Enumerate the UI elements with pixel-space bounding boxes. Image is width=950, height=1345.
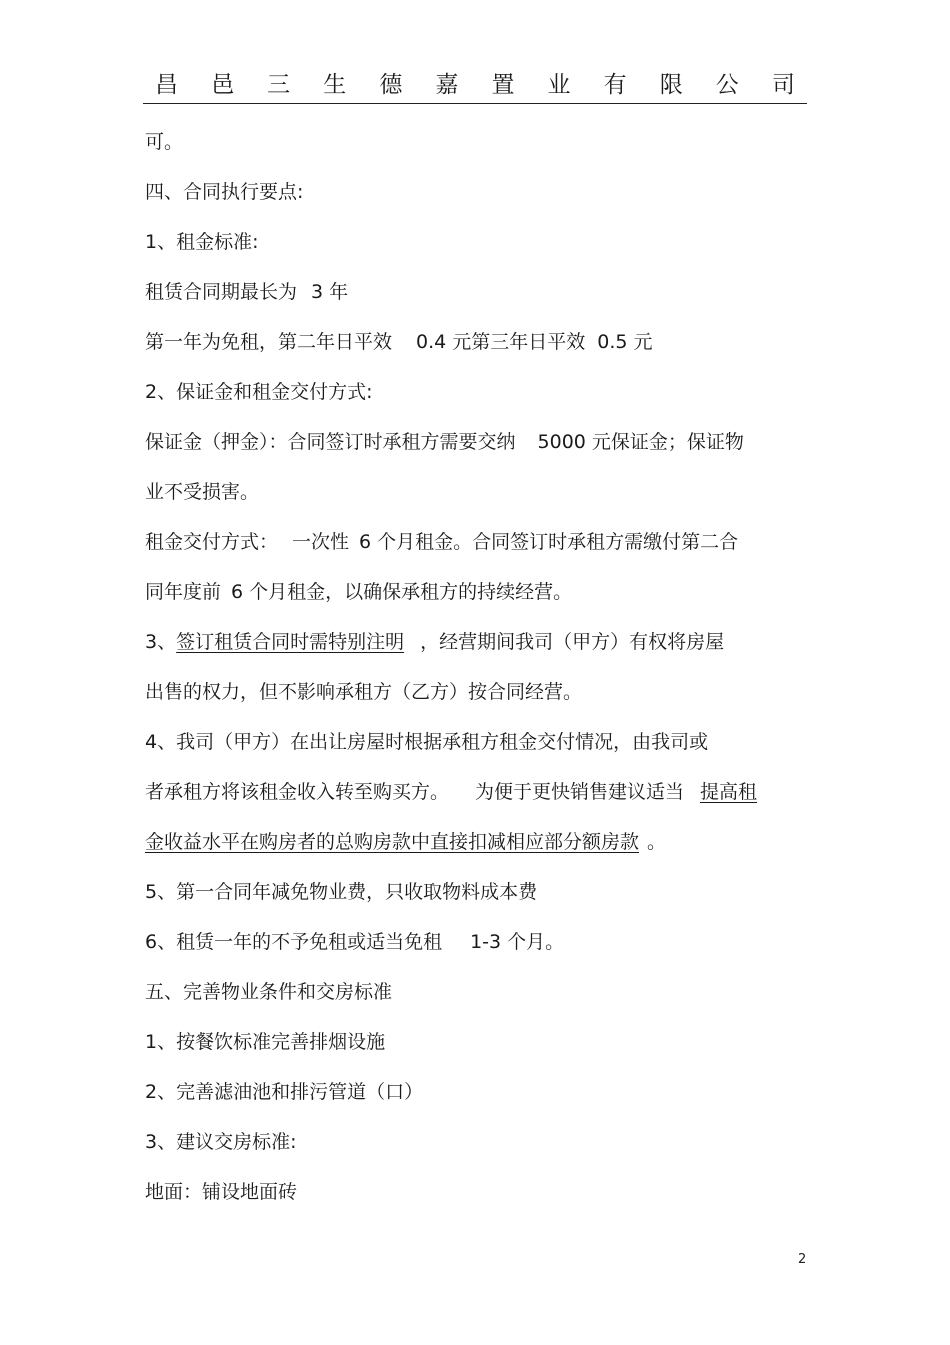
line-text: 6 个月租金。合同签订时承租方需缴付第二合 bbox=[359, 531, 739, 553]
line-text: 1、租金标准: bbox=[145, 231, 259, 253]
line-text: 者承租方将该租金收入转至购买方。 bbox=[145, 781, 450, 803]
line-text: 地面：铺设地面砖 bbox=[145, 1181, 298, 1203]
line-text: 3、 bbox=[145, 631, 177, 653]
company-name-char: 公 bbox=[715, 72, 739, 98]
line-text: 0.5 元 bbox=[597, 331, 653, 353]
company-name-char: 司 bbox=[771, 72, 795, 98]
company-name-char: 邑 bbox=[211, 72, 235, 98]
line-text: 为便于更快销售建议适当 bbox=[475, 781, 685, 803]
text-line bbox=[145, 323, 810, 373]
line-text: 出售的权力，但不影响承租方（乙方）按合同经营。 bbox=[145, 681, 583, 703]
company-name-char: 德 bbox=[379, 72, 403, 98]
section-heading bbox=[145, 973, 810, 1023]
line-text: 5、第一合同年减免物业费，只收取物料成本费 bbox=[145, 881, 538, 903]
text-line bbox=[145, 873, 810, 923]
line-text: 保证金（押金）：合同签订时承租方需要交纳 bbox=[145, 431, 516, 453]
underlined-text: 签订租赁合同时需特别注明 bbox=[176, 631, 405, 653]
line-text: 2、保证金和租金交付方式: bbox=[145, 381, 373, 403]
line-text: 同年度前 bbox=[145, 581, 222, 603]
company-name-char: 昌 bbox=[155, 72, 178, 98]
company-name-char: 生 bbox=[323, 72, 347, 98]
line-text: 。 bbox=[647, 831, 667, 853]
line-text: 四、合同执行要点: bbox=[145, 181, 304, 203]
line-text: 1-3 个月。 bbox=[470, 931, 565, 953]
line-text: 可。 bbox=[145, 131, 184, 153]
subsection-heading bbox=[145, 223, 810, 273]
company-name-char: 有 bbox=[603, 72, 627, 98]
line-text: 3 年 bbox=[311, 281, 349, 303]
text-line bbox=[145, 823, 810, 873]
text-line bbox=[145, 923, 810, 973]
text-line bbox=[145, 473, 810, 523]
line-text: 6 个月租金，以确保承租方的持续经营。 bbox=[231, 581, 573, 603]
line-text: 2、完善滤油池和排污管道（口） bbox=[145, 1081, 424, 1103]
line-text: 租金交付方式： bbox=[145, 531, 279, 553]
company-name-char: 限 bbox=[659, 72, 683, 98]
text-line bbox=[145, 273, 810, 323]
text-line bbox=[145, 1173, 810, 1223]
underlined-text: 提高租 bbox=[700, 781, 758, 803]
text-line bbox=[145, 673, 810, 723]
underlined-text: 金收益水平在购房者的总购房款中直接扣减相应部分额房款 bbox=[145, 831, 640, 853]
company-name-char: 三 bbox=[267, 72, 291, 98]
company-name bbox=[143, 70, 807, 100]
company-name-char: 嘉 bbox=[435, 72, 459, 98]
text-line bbox=[145, 723, 810, 773]
line-text: 租赁合同期最长为 bbox=[145, 281, 298, 303]
line-text: 0.4 元第三年日平效 bbox=[416, 331, 586, 353]
document-body bbox=[145, 123, 810, 1223]
text-line bbox=[145, 523, 810, 573]
line-text: 第一年为免租，第二年日平效 bbox=[145, 331, 393, 353]
line-text: 3、建议交房标准: bbox=[145, 1131, 297, 1153]
text-line bbox=[145, 573, 810, 623]
line-text: 4、我司（甲方）在出让房屋时根据承租方租金交付情况，由我司或 bbox=[145, 731, 709, 753]
text-line bbox=[145, 1023, 810, 1073]
company-name-char: 业 bbox=[547, 72, 571, 98]
text-line bbox=[145, 773, 810, 823]
text-line bbox=[145, 423, 810, 473]
page-header bbox=[143, 70, 807, 104]
line-text: 6、租赁一年的不予免租或适当免租 bbox=[145, 931, 443, 953]
line-text: 1、按餐饮标准完善排烟设施 bbox=[145, 1031, 386, 1053]
subsection-heading bbox=[145, 373, 810, 423]
line-text: 5000 元保证金；保证物 bbox=[537, 431, 744, 453]
text-line bbox=[145, 623, 810, 673]
section-heading bbox=[145, 173, 810, 223]
subsection-heading bbox=[145, 1123, 810, 1173]
text-line bbox=[145, 1073, 810, 1123]
line-text: 业不受损害。 bbox=[145, 481, 260, 503]
line-text: 一次性 bbox=[292, 531, 350, 553]
company-name-char: 置 bbox=[491, 72, 515, 98]
line-text: ，经营期间我司（甲方）有权将房屋 bbox=[420, 631, 725, 653]
line-text: 五、完善物业条件和交房标准 bbox=[145, 981, 393, 1003]
text-line bbox=[145, 123, 810, 173]
page-number: 2 bbox=[798, 1252, 807, 1267]
